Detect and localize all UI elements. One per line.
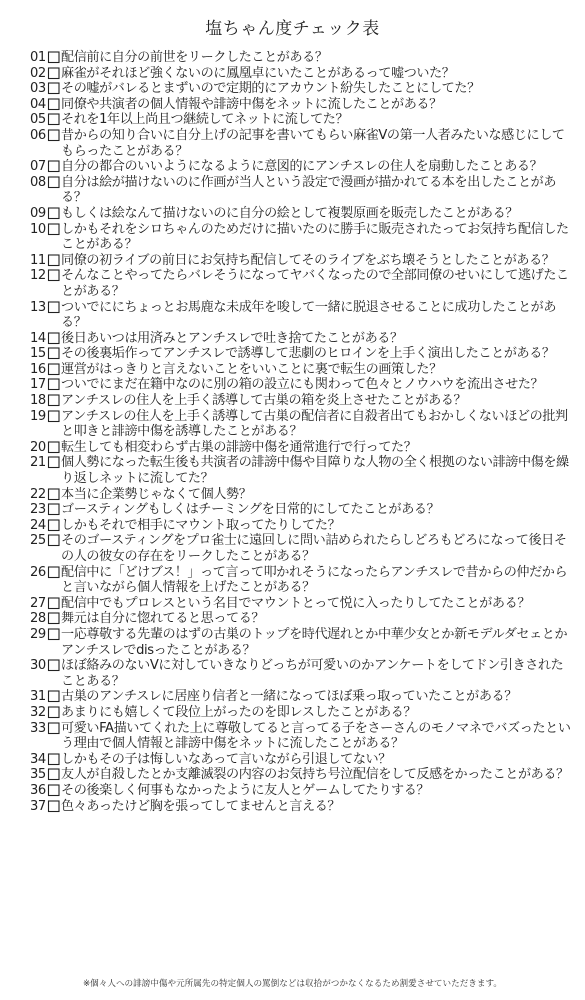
checklist-item bbox=[30, 409, 575, 440]
checkbox-icon[interactable] bbox=[47, 767, 61, 781]
item-text: ゴースティングもしくはチーミングを日常的にしてたことがある？ bbox=[61, 502, 440, 518]
checklist-item bbox=[30, 253, 575, 269]
item-text: 配信中に「どけブス！」って言って叩かれそうになったらアンチスレで昔からの仲だからと言いながら個人情報を上げたことがある？ bbox=[61, 564, 568, 596]
checklist-item bbox=[30, 268, 575, 299]
checkbox-icon[interactable] bbox=[47, 689, 61, 703]
checkbox-icon[interactable] bbox=[47, 175, 61, 189]
checklist-item bbox=[30, 362, 575, 378]
checklist-item bbox=[30, 440, 575, 456]
checkbox-icon[interactable] bbox=[47, 159, 61, 173]
checkbox-icon[interactable] bbox=[47, 799, 61, 813]
checkbox-icon[interactable] bbox=[47, 66, 61, 80]
checkbox-icon[interactable] bbox=[47, 346, 61, 360]
item-text: しかもそれで相手にマウント取ってたりしてた？ bbox=[61, 517, 341, 533]
item-number: 14 bbox=[30, 330, 46, 346]
checklist-item bbox=[30, 799, 575, 815]
item-text: それを1年以上尚且つ継続してネットに流してた？ bbox=[61, 112, 349, 128]
item-text: その嘘がバレるとまずいので定期的にアカウント紛失したことにしてた？ bbox=[61, 81, 480, 97]
item-number: 32 bbox=[30, 704, 46, 720]
checklist-item bbox=[30, 222, 575, 253]
checklist-item bbox=[30, 752, 575, 768]
checkbox-icon[interactable] bbox=[47, 565, 61, 579]
checkbox-icon[interactable] bbox=[47, 611, 61, 625]
item-text: 自分は絵が描けないのに作画が当人という設定で漫画が描かれてる本を出したことがある？ bbox=[61, 174, 557, 206]
item-number: 15 bbox=[30, 346, 46, 362]
item-text: 舞元は自分に惚れてると思ってる？ bbox=[61, 611, 265, 627]
checkbox-icon[interactable] bbox=[47, 300, 61, 314]
item-text: 配信中でもプロレスという名目でマウントとって悦に入ったりしてたことがある？ bbox=[61, 595, 531, 611]
item-text: 配信前に自分の前世をリークしたことがある？ bbox=[61, 50, 328, 65]
item-text: 後日あいつは用済みとアンチスレで吐き捨てたことがある？ bbox=[61, 330, 403, 346]
item-number: 10 bbox=[30, 221, 46, 237]
item-number: 23 bbox=[30, 502, 46, 518]
item-number: 01 bbox=[30, 50, 46, 65]
checkbox-icon[interactable] bbox=[47, 487, 61, 501]
checkbox-icon[interactable] bbox=[47, 752, 61, 766]
item-number: 13 bbox=[30, 299, 46, 315]
item-number: 29 bbox=[30, 626, 46, 642]
checkbox-icon[interactable] bbox=[47, 533, 61, 547]
checkbox-icon[interactable] bbox=[47, 596, 61, 610]
checklist-item bbox=[30, 206, 575, 222]
checklist-item bbox=[30, 97, 575, 113]
checkbox-icon[interactable] bbox=[47, 128, 61, 142]
checkbox-icon[interactable] bbox=[47, 81, 61, 95]
item-text: 自分の都合のいいようになるように意図的にアンチスレの住人を扇動したことある？ bbox=[61, 159, 543, 175]
checklist-item bbox=[30, 159, 575, 175]
item-text: 友人が自殺したとか支離滅裂の内容のお気持ち号泣配信をして反感をかったことがある？ bbox=[61, 767, 569, 783]
item-text: その後楽しく何事もなかったように友人とゲームしてたりする？ bbox=[61, 782, 430, 798]
item-number: 16 bbox=[30, 361, 46, 377]
item-number: 17 bbox=[30, 377, 46, 393]
item-number: 05 bbox=[30, 112, 46, 128]
checklist-item bbox=[30, 300, 575, 331]
item-text: もしくは絵なんて描けないのに自分の絵として複製原画を販売したことがある？ bbox=[61, 205, 518, 221]
checklist-item bbox=[30, 487, 575, 503]
checkbox-icon[interactable] bbox=[47, 362, 61, 376]
item-text: 麻雀がそれほど強くないのに鳳凰卓にいたことがあるって嘘ついた？ bbox=[61, 65, 455, 81]
item-text: 個人勢になった転生後も共演者の誹謗中傷や目障りな人物の全く根拠のない誹謗中傷を繰り返しネットに流してた？ bbox=[61, 455, 569, 487]
item-number: 04 bbox=[30, 96, 46, 112]
checklist-item bbox=[30, 705, 575, 721]
item-text: しかもその子は悔しいなあって言いながら引退してない？ bbox=[61, 751, 391, 767]
item-number: 30 bbox=[30, 658, 46, 674]
checkbox-icon[interactable] bbox=[47, 268, 61, 282]
checkbox-icon[interactable] bbox=[47, 518, 61, 532]
checklist-item bbox=[30, 565, 575, 596]
item-text: 古巣のアンチスレに居座り信者と一緒になってほぼ乗っ取っていたことがある？ bbox=[61, 689, 517, 705]
checklist-item bbox=[30, 518, 575, 534]
checkbox-icon[interactable] bbox=[47, 253, 61, 267]
item-number: 03 bbox=[30, 81, 46, 97]
checkbox-icon[interactable] bbox=[47, 112, 61, 126]
checklist-item bbox=[30, 346, 575, 362]
footnote: ※個々人への誹謗中傷や元所属先の特定個人の罵倒などは収拾がつかなくなるため割愛させていただきます。 bbox=[82, 979, 502, 989]
checklist-item bbox=[30, 783, 575, 799]
checklist-item bbox=[30, 721, 575, 752]
item-text: アンチスレの住人を上手く誘導して古巣の配信者に自殺者出てもおかしくないほどの批判と叩きと誹謗中傷を誘導したことがある？ bbox=[61, 408, 568, 440]
item-text: しかもそれをシロちゃんのためだけに描いたのに勝手に販売されたってお気持ち配信したことがある？ bbox=[61, 221, 569, 253]
item-number: 06 bbox=[30, 127, 46, 143]
item-text: そんなことやってたらバレそうになってヤバくなったので全部同僚のせいにして逃げたことがある？ bbox=[61, 268, 569, 299]
item-number: 02 bbox=[30, 65, 46, 81]
item-number: 21 bbox=[30, 455, 46, 471]
item-text: 可愛いFA描いてくれた上に尊敬してると言ってる子をさーさんのモノマネでバズったという理由で個人情報と誹謗中傷をネットに流したことがある？ bbox=[61, 720, 571, 752]
item-text: 昔からの知り合いに自分上げの記事を書いてもらい麻雀Vの第一人者みたいな感じにしてもらったことがある？ bbox=[61, 127, 565, 159]
checklist-item bbox=[30, 627, 575, 658]
item-text: アンチスレの住人を上手く誘導して古巣の箱を炎上させたことがある？ bbox=[61, 393, 467, 409]
checkbox-icon[interactable] bbox=[47, 393, 61, 407]
item-number: 07 bbox=[30, 159, 46, 175]
checkbox-icon[interactable] bbox=[47, 705, 61, 719]
item-number: 36 bbox=[30, 782, 46, 798]
item-text: その後裏垢作ってアンチスレで誘導して悲劇のヒロインを上手く演出したことがある？ bbox=[61, 346, 555, 362]
checklist-item bbox=[30, 128, 575, 159]
item-number: 35 bbox=[30, 767, 46, 783]
checkbox-icon[interactable] bbox=[47, 97, 61, 111]
checklist-item bbox=[30, 50, 575, 66]
checklist-item bbox=[30, 455, 575, 486]
checklist-item bbox=[30, 658, 575, 689]
checkbox-icon[interactable] bbox=[47, 331, 61, 345]
item-text: あまりにも嬉しくて段位上がったのを即レスしたことがある？ bbox=[61, 704, 417, 720]
item-number: 09 bbox=[30, 205, 46, 221]
checkbox-icon[interactable] bbox=[47, 455, 61, 469]
item-text: ついでににちょっとお馬鹿な未成年を唆して一緒に脱退させることに成功したことがある？ bbox=[61, 299, 557, 331]
checkbox-icon[interactable] bbox=[47, 721, 61, 735]
checklist-item bbox=[30, 596, 575, 612]
item-number: 27 bbox=[30, 595, 46, 611]
item-text: 同僚の初ライブの前日にお気持ち配信してそのライブをぶち壊そうとしたことがある？ bbox=[61, 252, 555, 268]
checklist-item bbox=[30, 377, 575, 393]
item-text: 一応尊敬する先輩のはずの古巣のトップを時代遅れとか中華少女とか新モデルダセェとかアンチスレでdisったことがある？ bbox=[61, 626, 568, 658]
checklist-item bbox=[30, 767, 575, 783]
checkbox-icon[interactable] bbox=[47, 206, 61, 220]
item-text: ついでにまだ在籍中なのに別の箱の設立にも関わって色々とノウハウを流出させた？ bbox=[61, 377, 544, 393]
checkbox-icon[interactable] bbox=[47, 627, 61, 641]
item-number: 12 bbox=[30, 268, 46, 284]
checkbox-icon[interactable] bbox=[47, 222, 61, 236]
item-text: 色々あったけど胸を張ってしてませんと言える？ bbox=[61, 798, 341, 814]
item-text: 運営がはっきりと言えないことをいいことに裏で転生の画策した？ bbox=[61, 361, 442, 377]
checkbox-icon[interactable] bbox=[47, 409, 61, 423]
page-title: 塩ちゃん度チェック表 bbox=[205, 19, 380, 39]
checkbox-icon[interactable] bbox=[47, 377, 61, 391]
checkbox-icon[interactable] bbox=[47, 50, 61, 64]
item-number: 19 bbox=[30, 408, 46, 424]
item-number: 22 bbox=[30, 486, 46, 502]
item-number: 08 bbox=[30, 174, 46, 190]
checklist-item bbox=[30, 331, 575, 347]
checkbox-icon[interactable] bbox=[47, 783, 61, 797]
checklist-item bbox=[30, 611, 575, 627]
item-text: 同僚や共演者の個人情報や誹謗中傷をネットに流したことがある？ bbox=[61, 96, 442, 112]
checkbox-icon[interactable] bbox=[47, 502, 61, 516]
checkbox-icon[interactable] bbox=[47, 658, 61, 672]
checkbox-icon[interactable] bbox=[47, 440, 61, 454]
checklist-item bbox=[30, 81, 575, 97]
item-number: 24 bbox=[30, 517, 46, 533]
checklist bbox=[30, 50, 575, 814]
item-text: 本当に企業勢じゃなくて個人勢？ bbox=[61, 486, 252, 502]
item-text: ほぼ絡みのないVに対していきなりどっちが可愛いのかアンケートをしてドン引きされたことある？ bbox=[61, 658, 564, 689]
checklist-item bbox=[30, 393, 575, 409]
checklist-item bbox=[30, 533, 575, 564]
checklist-item bbox=[30, 502, 575, 518]
item-number: 34 bbox=[30, 751, 46, 767]
item-number: 33 bbox=[30, 720, 46, 736]
item-text: 転生しても相変わらず古巣の誹謗中傷を通常進行で行ってた？ bbox=[61, 439, 417, 455]
item-number: 28 bbox=[30, 611, 46, 627]
checklist-item bbox=[30, 66, 575, 82]
item-number: 11 bbox=[30, 252, 46, 268]
item-number: 26 bbox=[30, 564, 46, 580]
item-number: 25 bbox=[30, 533, 46, 549]
item-number: 31 bbox=[30, 689, 46, 705]
checklist-item bbox=[30, 175, 575, 206]
item-number: 20 bbox=[30, 439, 46, 455]
item-number: 37 bbox=[30, 798, 46, 814]
checklist-item bbox=[30, 689, 575, 705]
item-number: 18 bbox=[30, 393, 46, 409]
item-text: そのゴースティングをプロ雀士に遠回しに問い詰められたらしどろもどろになって後日その人の彼女の存在をリークしたことがある？ bbox=[61, 533, 567, 564]
checklist-item bbox=[30, 112, 575, 128]
